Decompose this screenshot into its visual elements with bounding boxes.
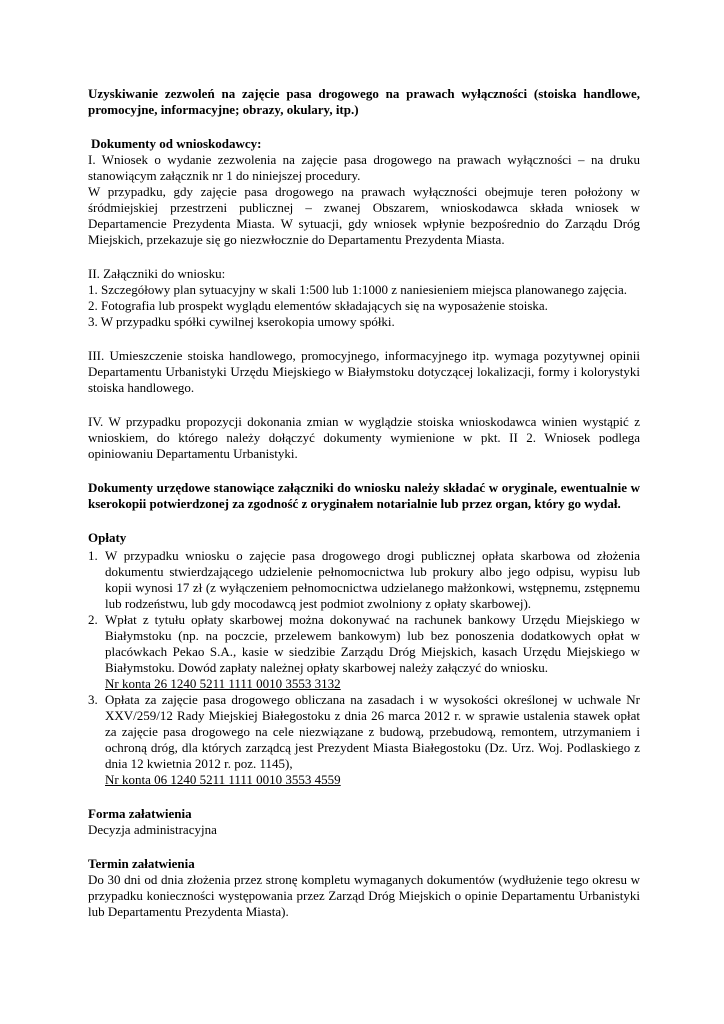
section-2-item-2: 2. Fotografia lub prospekt wyglądu elementów składających się na wyposażenie stoiska.	[88, 298, 548, 313]
section-2-item-3: 3. W przypadku spółki cywilnej kserokopia umowy spółki.	[88, 314, 395, 329]
fee-item-text: Opłata za zajęcie pasa drogowego obliczana na zasadach i w wysokości określonej w uchwale Nr XXV/259/12 Rady Miejskiej Białegostoku z dnia 26 marca 2012 r. w sprawie ustalenia stawek opłat za zajęcie pasa drogowego na cele niezwiązane z budową, przebudową, remontem, utrzymaniem i ochroną dróg, dla których zarządcą jest Prezydent Miasta Białegostoku (Dz. Urz. Woj. Podlaskiego z dnia 12 kwietnia 2012 r. poz. 1145),	[105, 692, 640, 771]
section-3-text: III. Umieszczenie stoiska handlowego, promocyjnego, informacyjnego itp. wymaga pozytywnej opinii Departamentu Urbanistyki Urzędu Miejskiego w Białymstoku dotyczącej lokalizacji, formy i kolorystyki stoiska handlowego.	[88, 348, 640, 395]
fee-item-number: 2.	[88, 612, 98, 627]
official-docs-note: Dokumenty urzędowe stanowiące załączniki do wniosku należy składać w oryginale, ewentualnie w kserokopii potwierdzonej za zgodność z oryginałem notarialnie lub przez organ, który go wydał.	[88, 480, 640, 511]
fees-list	[88, 548, 640, 788]
settlement-form-text: Decyzja administracyjna	[88, 822, 217, 837]
fees-heading: Opłaty	[88, 530, 127, 545]
section-2-item-1: 1. Szczegółowy plan sytuacyjny w skali 1:500 lub 1:1000 z naniesieniem miejsca planowanego zajęcia.	[88, 282, 627, 297]
section-4-text: IV. W przypadku propozycji dokonania zmian w wyglądzie stoiska wnioskodawca winien wystąpić z wnioskiem, do którego należy dołączyć dokumenty wymienione w pkt. II 2. Wniosek podlega opiniowaniu Departamentu Urbanistyki.	[88, 414, 640, 461]
section-1-text: I. Wniosek o wydanie zezwolenia na zajęcie pasa drogowego na prawach wyłączności – na druku stanowiącym załącznik nr 1 do niniejszej procedury.	[88, 152, 640, 183]
deadline-heading: Termin załatwienia	[88, 856, 195, 871]
fee-item-1	[88, 548, 640, 612]
fee-item-text: W przypadku wniosku o zajęcie pasa drogowego drogi publicznej opłata skarbowa od złożenia dokumentu stwierdzającego udzielenie pełnomocnictwa lub prokury albo jego odpisu, wypisu lub kopii wynosi 17 zł (z wyłączeniem pełnomocnictwa udzielanego małżonkowi, wstępnemu, zstępnemu lub rodzeństwu, lub gdy mocodawcą jest podmiot zwolniony z opłaty skarbowej).	[105, 548, 640, 611]
fee-item-3	[88, 692, 640, 788]
fee-item-number: 1.	[88, 548, 98, 563]
bank-account-number: Nr konta 26 1240 5211 1111 0010 3553 3132	[105, 676, 341, 691]
fee-item-number: 3.	[88, 692, 98, 707]
section-1-note: W przypadku, gdy zajęcie pasa drogowego na prawach wyłączności obejmuje teren położony w śródmiejskiej przestrzeni publicznej – zwanej Obszarem, wnioskodawca składa wniosek w Departamencie Prezydenta Miasta. W sytuacji, gdy wniosek wpłynie bezpośrednio do Zarządu Dróg Miejskich, przekazuje się go niezwłocznie do Departamentu Prezydenta Miasta.	[88, 184, 640, 247]
document-title: Uzyskiwanie zezwoleń na zajęcie pasa drogowego na prawach wyłączności (stoiska handlowe, promocyjne, informacyjne; obrazy, okulary, itp.)	[88, 86, 640, 117]
fee-item-text: Wpłat z tytułu opłaty skarbowej można dokonywać na rachunek bankowy Urzędu Miejskiego w Białymstoku (np. na poczcie, przelewem bankowym) lub bez ponoszenia dodatkowych opłat w placówkach Pekao S.A., kasie w siedzibie Zarządu Dróg Miejskich, kasach Urzędu Miejskiego w Białymstoku. Dowód zapłaty należnej opłaty skarbowej należy załączyć do wniosku.	[105, 612, 640, 675]
fee-item-2	[88, 612, 640, 692]
document-page	[88, 86, 640, 920]
section-2-heading: II. Załączniki do wniosku:	[88, 266, 226, 281]
settlement-form-heading: Forma załatwienia	[88, 806, 192, 821]
bank-account-number: Nr konta 06 1240 5211 1111 0010 3553 4559	[105, 772, 341, 787]
applicant-docs-heading: Dokumenty od wnioskodawcy:	[91, 136, 262, 151]
deadline-text: Do 30 dni od dnia złożenia przez stronę kompletu wymaganych dokumentów (wydłużenie tego okresu w przypadku konieczności występowania przez Zarząd Dróg Miejskich o opinie Departamentu Urbanistyki lub Departamentu Prezydenta Miasta).	[88, 872, 640, 919]
